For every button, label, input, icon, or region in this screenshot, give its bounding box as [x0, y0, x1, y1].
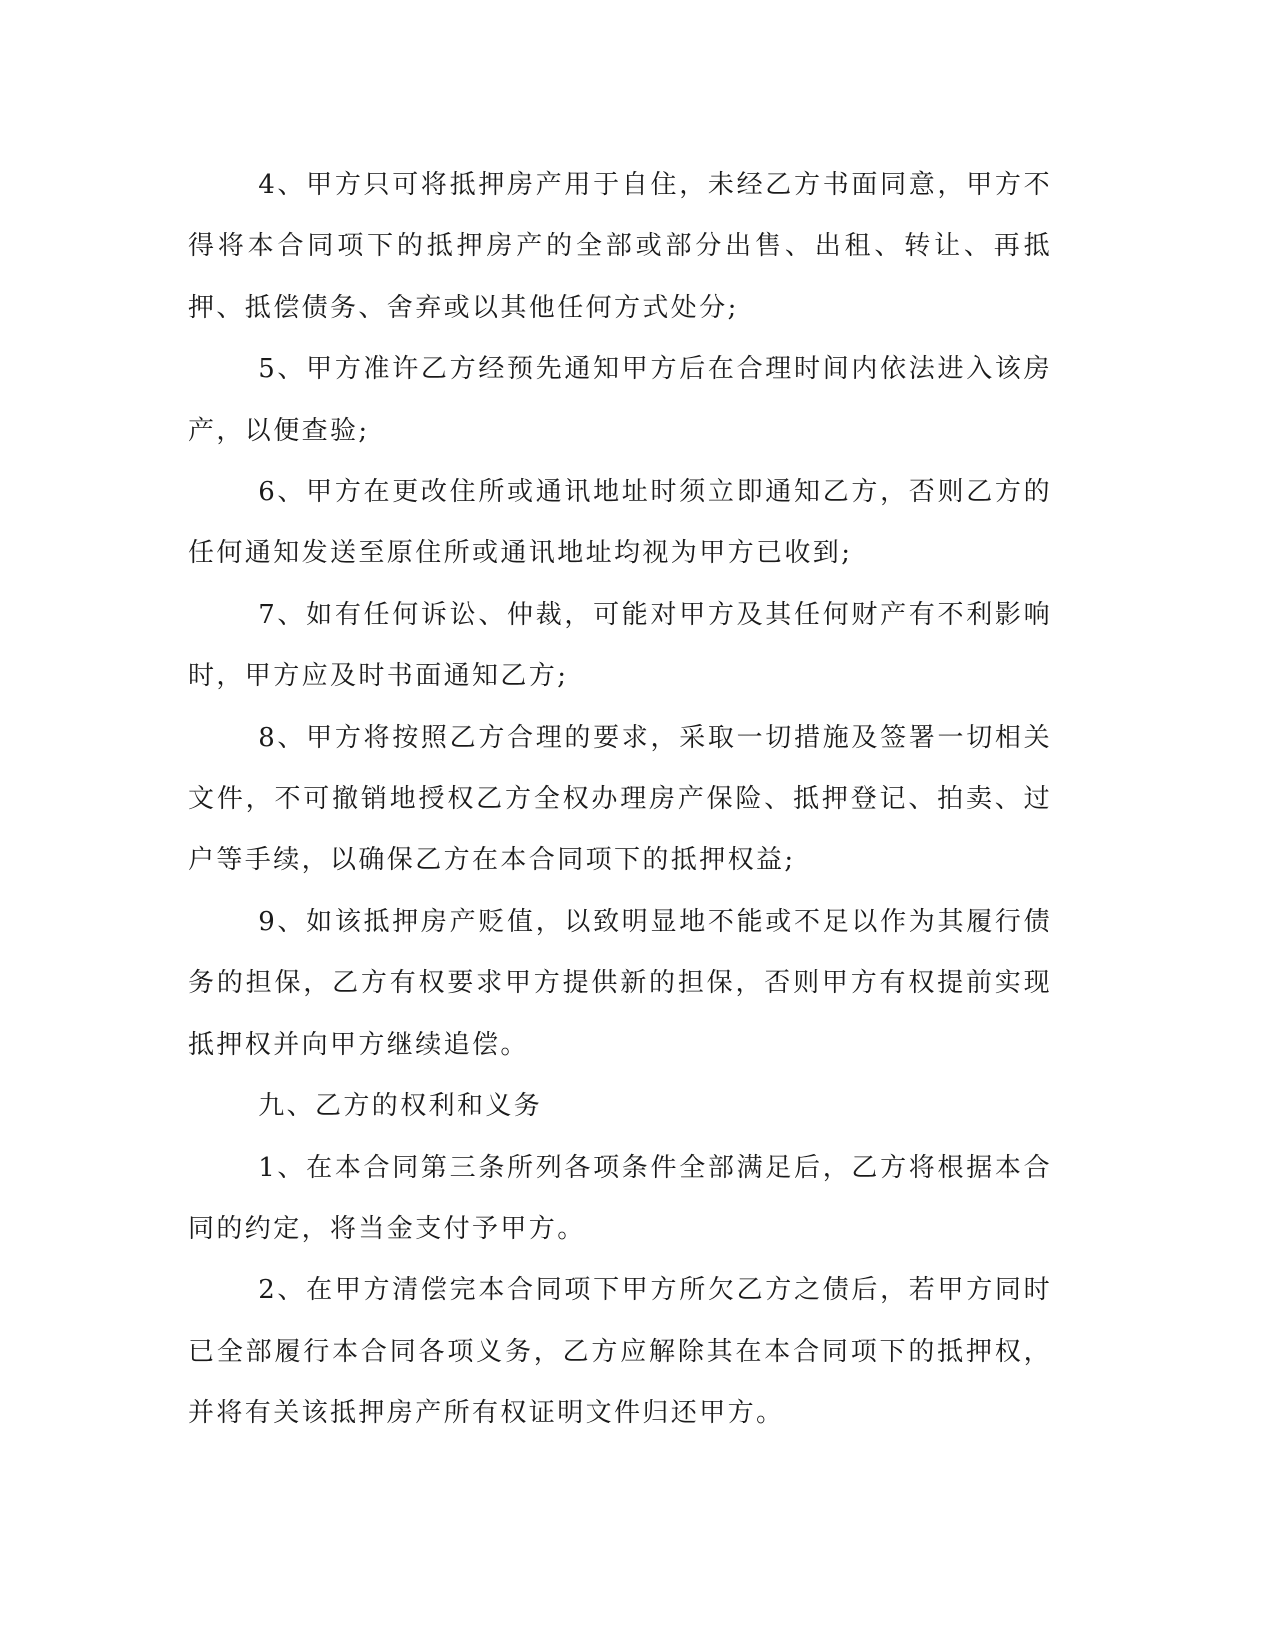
document-body [188, 155, 1052, 1445]
clause-8-paragraph: 8、甲方将按照乙方合理的要求，采取一切措施及签署一切相关文件，不可撤销地授权乙方全权办理房产保险、抵押登记、拍卖、过户等手续，以确保乙方在本合同项下的抵押权益; [188, 722, 1052, 876]
clause-7-paragraph: 7、如有任何诉讼、仲裁，可能对甲方及其任何财产有不利影响时，甲方应及时书面通知乙方; [188, 599, 1052, 692]
clause-9-paragraph: 9、如该抵押房产贬值，以致明显地不能或不足以作为其履行债务的担保，乙方有权要求甲方提供新的担保，否则甲方有权提前实现抵押权并向甲方继续追偿。 [188, 906, 1052, 1060]
section-clause-1-paragraph: 1、在本合同第三条所列各项条件全部满足后，乙方将根据本合同的约定，将当金支付予甲方。 [188, 1152, 1052, 1244]
section-clause-2-paragraph: 2、在甲方清偿完本合同项下甲方所欠乙方之债后，若甲方同时已全部履行本合同各项义务，乙方应解除其在本合同项下的抵押权，并将有关该抵押房产所有权证明文件归还甲方。 [188, 1275, 1052, 1429]
clause-4-paragraph: 4、甲方只可将抵押房产用于自住，未经乙方书面同意，甲方不得将本合同项下的抵押房产的全部或部分出售、出租、转让、再抵押、抵偿债务、舍弃或以其他任何方式处分; [188, 170, 1052, 323]
clause-5-paragraph: 5、甲方准许乙方经预先通知甲方后在合理时间内依法进入该房产，以便查验; [188, 354, 1052, 446]
clause-6-paragraph: 6、甲方在更改住所或通讯地址时须立即通知乙方，否则乙方的任何通知发送至原住所或通讯地址均视为甲方已收到; [188, 477, 1052, 569]
section-heading: 九、乙方的权利和义务 [258, 1091, 543, 1122]
